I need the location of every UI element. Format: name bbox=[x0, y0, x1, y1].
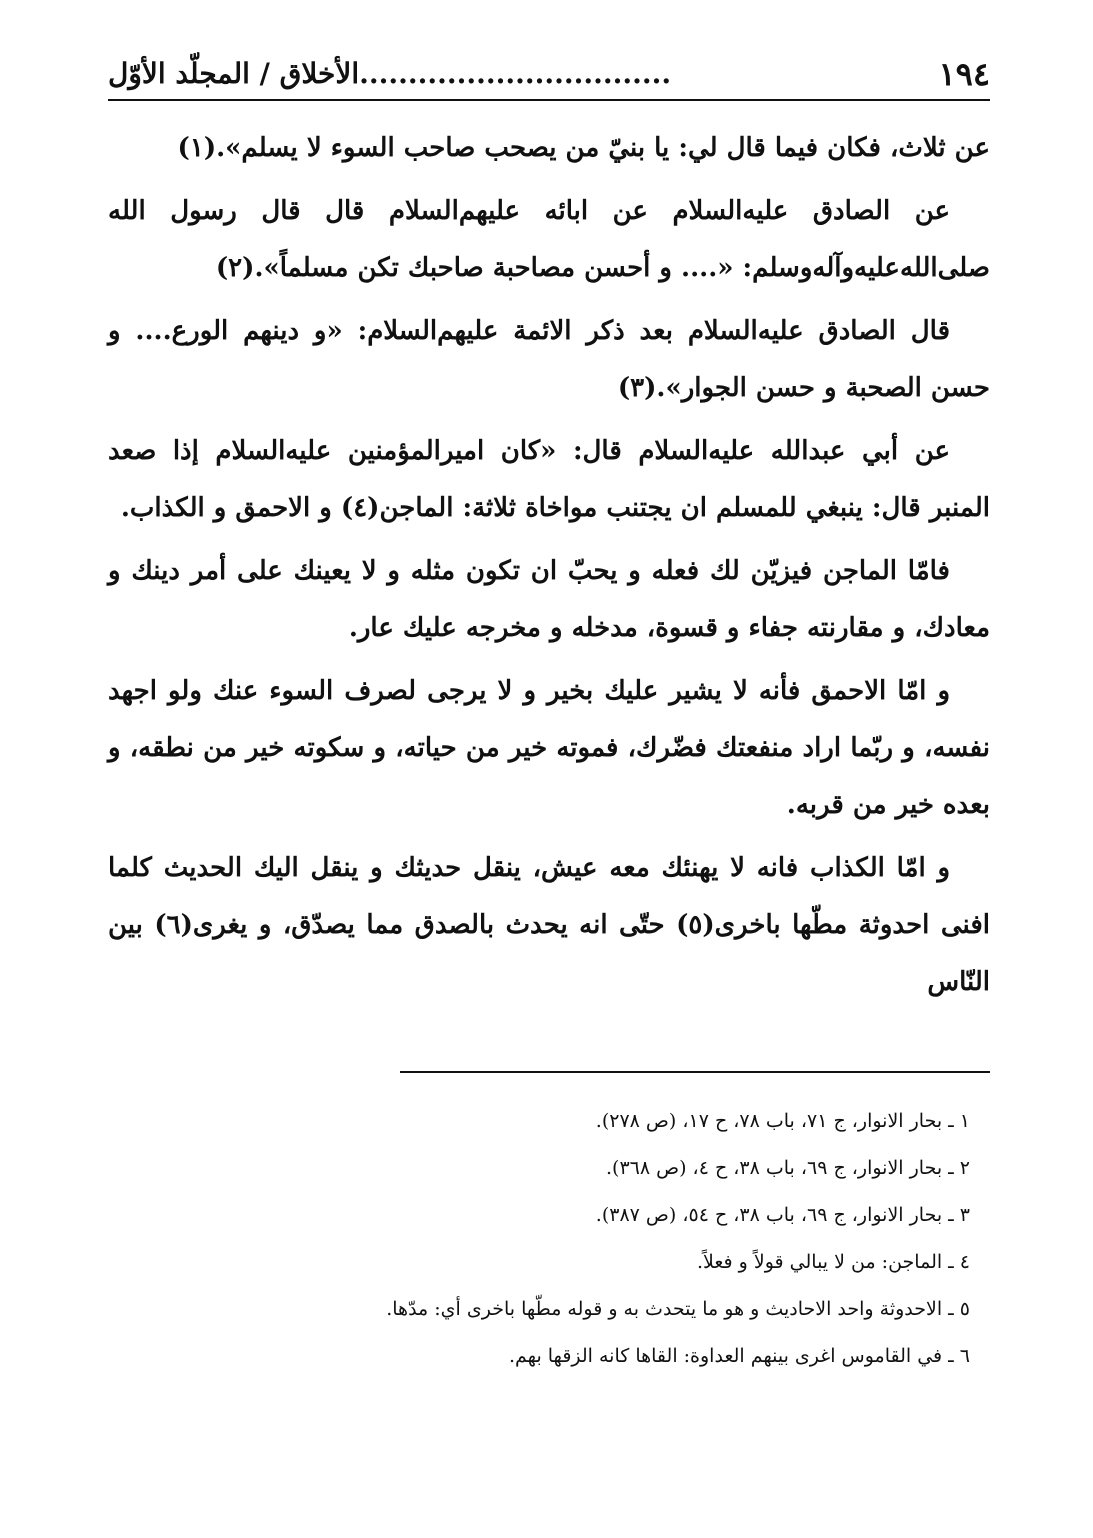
footnote: ٦ ـ في القاموس اغرى بينهم العداوة: القاها كانه الزقها بهم. bbox=[509, 1345, 970, 1367]
footnote: ٣ ـ بحار الانوار، ج ٦٩، باب ٣٨، ح ٥٤، (ص ٣٨٧). bbox=[595, 1204, 970, 1226]
running-title bbox=[108, 54, 671, 94]
header-divider bbox=[108, 99, 990, 101]
paragraph: قال الصادق عليه‌السلام بعد ذكر الائمة عليهم‌السلام: «و دينهم الورع.... و حسن الصحبة و حسن الجوار».(٣) bbox=[108, 316, 990, 403]
page-header bbox=[108, 48, 990, 94]
footnote: ٥ ـ الاحدوثة واحد الاحاديث و هو ما يتحدث به و قوله مطّها باخرى أي: مدّها. bbox=[386, 1298, 970, 1320]
footnote: ٤ ـ الماجن: من لا يبالي قولاً و فعلاً. bbox=[697, 1251, 970, 1273]
page-number: ١٩٤ bbox=[938, 55, 990, 93]
paragraph: و امّا الاحمق فأنه لا يشير عليك بخير و لا يرجى لصرف السوء عنك ولو اجهد نفسه، و ربّما اراد منفعتك فضّرك، فموته خير من حياته، و سكوته خير من نطقه، و بعده خير من قربه. bbox=[108, 676, 990, 820]
main-text bbox=[108, 120, 990, 1017]
footnote-divider bbox=[400, 1071, 990, 1073]
footnotes bbox=[108, 1098, 990, 1380]
footnote: ٢ ـ بحار الانوار، ج ٦٩، باب ٣٨، ح ٤، (ص ٣٦٨). bbox=[606, 1157, 970, 1179]
paragraph: عن أبي عبدالله عليه‌السلام قال: «كان اميرالمؤمنين عليه‌السلام إذا صعد المنبر قال: ينبغي للمسلم ان يجتنب مواخاة ثلاثة: الماجن(٤) و الاحمق و الكذاب. bbox=[108, 436, 990, 523]
paragraph: عن ثلاث، فكان فيما قال لي: يا بنيّ من يصحب صاحب السوء لا يسلم».(١) bbox=[177, 133, 990, 163]
running-title-dots: ................................ bbox=[359, 57, 672, 90]
footnote: ١ ـ بحار الانوار، ج ٧١، باب ٧٨، ح ١٧، (ص ٢٧٨). bbox=[595, 1110, 970, 1132]
paragraph: فامّا الماجن فيزيّن لك فعله و يحبّ ان تكون مثله و لا يعينك على أمر دينك و معادك، و مقارنته جفاء و قسوة، مدخله و مخرجه عليك عار. bbox=[108, 556, 990, 643]
running-title-text: الأخلاق / المجلّد الأوّل bbox=[108, 57, 360, 90]
paragraph: عن الصادق عليه‌السلام عن ابائه عليهم‌السلام قال قال رسول الله صلى‌الله‌عليه‌وآله‌وسلم: «.... و أحسن مصاحبة صاحبك تكن مسلماً».(٢) bbox=[108, 196, 990, 283]
paragraph: و امّا الكذاب فانه لا يهنئك معه عيش، ينقل حديثك و ينقل اليك الحديث كلما افنى احدوثة مطّها باخرى(٥) حتّى انه يحدث بالصدق مما يصدّق، و يغرى(٦) بين النّاس bbox=[108, 853, 990, 997]
